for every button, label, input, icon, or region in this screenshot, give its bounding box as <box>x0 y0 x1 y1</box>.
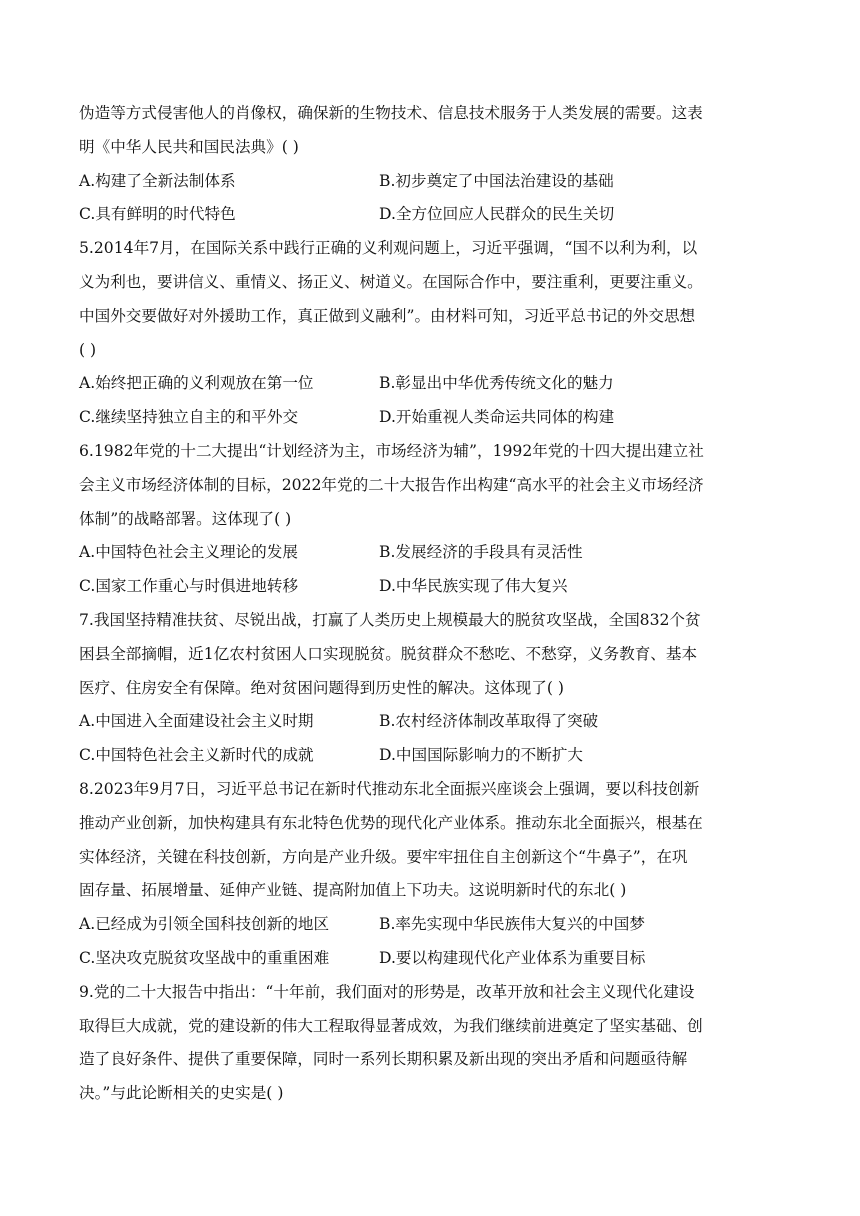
option-a: A.中国进入全面建设社会主义时期 <box>79 712 314 731</box>
question-7-text: 困县全部摘帽，近1亿农村贫困人口实现脱贫。脱贫群众不愁吃、不愁穿，义务教育、基本 <box>79 644 698 663</box>
question-6-text: 6.1982年党的十二大提出“计划经济为主，市场经济为辅”，1992年党的十四大提出建立社 <box>79 441 704 460</box>
option-c: C.中国特色社会主义新时代的成就 <box>79 746 314 765</box>
question-8-text: 实体经济，关键在科技创新，方向是产业升级。要牢牢扭住自主创新这个“牛鼻子”，在巩 <box>79 847 688 866</box>
question-6-text: 会主义市场经济体制的目标，2022年党的二十大报告作出构建“高水平的社会主义市场经济 <box>79 475 704 494</box>
option-b: B.农村经济体制改革取得了突破 <box>379 712 599 731</box>
option-d: D.中国国际影响力的不断扩大 <box>379 746 584 765</box>
question-4-options-row <box>79 198 779 232</box>
question-7-text: 7.我国坚持精准扶贫、尽锐出战，打赢了人类历史上规模最大的脱贫攻坚战，全国832个贫 <box>79 610 701 629</box>
option-b: B.发展经济的手段具有灵活性 <box>379 543 583 562</box>
question-8-options-row <box>79 908 779 942</box>
question-4-options-row <box>79 165 779 199</box>
question-5-text: 5.2014年7月，在国际关系中践行正确的义利观问题上，习近平强调，“国不以利为利，以 <box>79 239 698 258</box>
question-4-text: 明《中华人民共和国民法典》( ) <box>79 137 299 156</box>
question-8-text: 推动产业创新，加快构建具有东北特色优势的现代化产业体系。推动东北全面振兴，根基在 <box>79 813 703 832</box>
question-6-text: 体制”的战略部署。这体现了( ) <box>79 509 292 528</box>
option-c: C.坚决攻克脱贫攻坚战中的重重困难 <box>79 948 330 967</box>
question-9-text: 决。”与此论断相关的史实是( ) <box>79 1084 284 1103</box>
question-8-text: 固存量、拓展增量、延伸产业链、提高附加值上下功夫。这说明新时代的东北( ) <box>79 881 627 900</box>
option-d: D.开始重视人类命运共同体的构建 <box>379 408 615 427</box>
question-5-text: 义为利也，要讲信义、重情义、扬正义、树道义。在国际合作中，要注重利，更要注重义。 <box>79 272 703 291</box>
document-page <box>79 97 779 1111</box>
question-5-options-row <box>79 401 779 435</box>
question-7-options-row <box>79 739 779 773</box>
option-a: A.中国特色社会主义理论的发展 <box>79 543 298 562</box>
question-7-text: 医疗、住房安全有保障。绝对贫困问题得到历史性的解决。这体现了( ) <box>79 678 564 697</box>
option-d: D.要以构建现代化产业体系为重要目标 <box>379 948 646 967</box>
option-b: B.初步奠定了中国法治建设的基础 <box>379 171 614 190</box>
option-d: D.全方位回应人民群众的民生关切 <box>379 205 615 224</box>
option-a: A.始终把正确的义利观放在第一位 <box>79 374 314 393</box>
question-7-options-row <box>79 705 779 739</box>
question-9-text: 9.党的二十大报告中指出：“十年前，我们面对的形势是，改革开放和社会主义现代化建设 <box>79 982 695 1001</box>
option-c: C.国家工作重心与时俱进地转移 <box>79 577 299 596</box>
option-c: C.继续坚持独立自主的和平外交 <box>79 408 299 427</box>
question-6-options-row <box>79 570 779 604</box>
question-5-options-row <box>79 367 779 401</box>
question-9-text: 取得巨大成就，党的建设新的伟大工程取得显著成效，为我们继续前进奠定了坚实基础、创 <box>79 1016 703 1035</box>
option-d: D.中华民族实现了伟大复兴 <box>379 577 568 596</box>
question-9-text: 造了良好条件、提供了重要保障，同时一系列长期积累及新出现的突出矛盾和问题亟待解 <box>79 1050 688 1069</box>
option-a: A.构建了全新法制体系 <box>79 171 236 190</box>
question-6-options-row <box>79 536 779 570</box>
question-5-text: 中国外交要做好对外援助工作，真正做到义融利”。由材料可知，习近平总书记的外交思想 <box>79 306 696 325</box>
question-5-text: ( ) <box>79 340 97 359</box>
question-8-options-row <box>79 942 779 976</box>
option-b: B.率先实现中华民族伟大复兴的中国梦 <box>379 915 645 934</box>
question-8-text: 8.2023年9月7日，习近平总书记在新时代推动东北全面振兴座谈会上强调，要以科技创新 <box>79 779 700 798</box>
option-b: B.彰显出中华优秀传统文化的魅力 <box>379 374 614 393</box>
question-4-text: 伪造等方式侵害他人的肖像权，确保新的生物技术、信息技术服务于人类发展的需要。这表 <box>79 104 703 122</box>
option-a: A.已经成为引领全国科技创新的地区 <box>79 915 330 934</box>
option-c: C.具有鲜明的时代特色 <box>79 205 236 224</box>
